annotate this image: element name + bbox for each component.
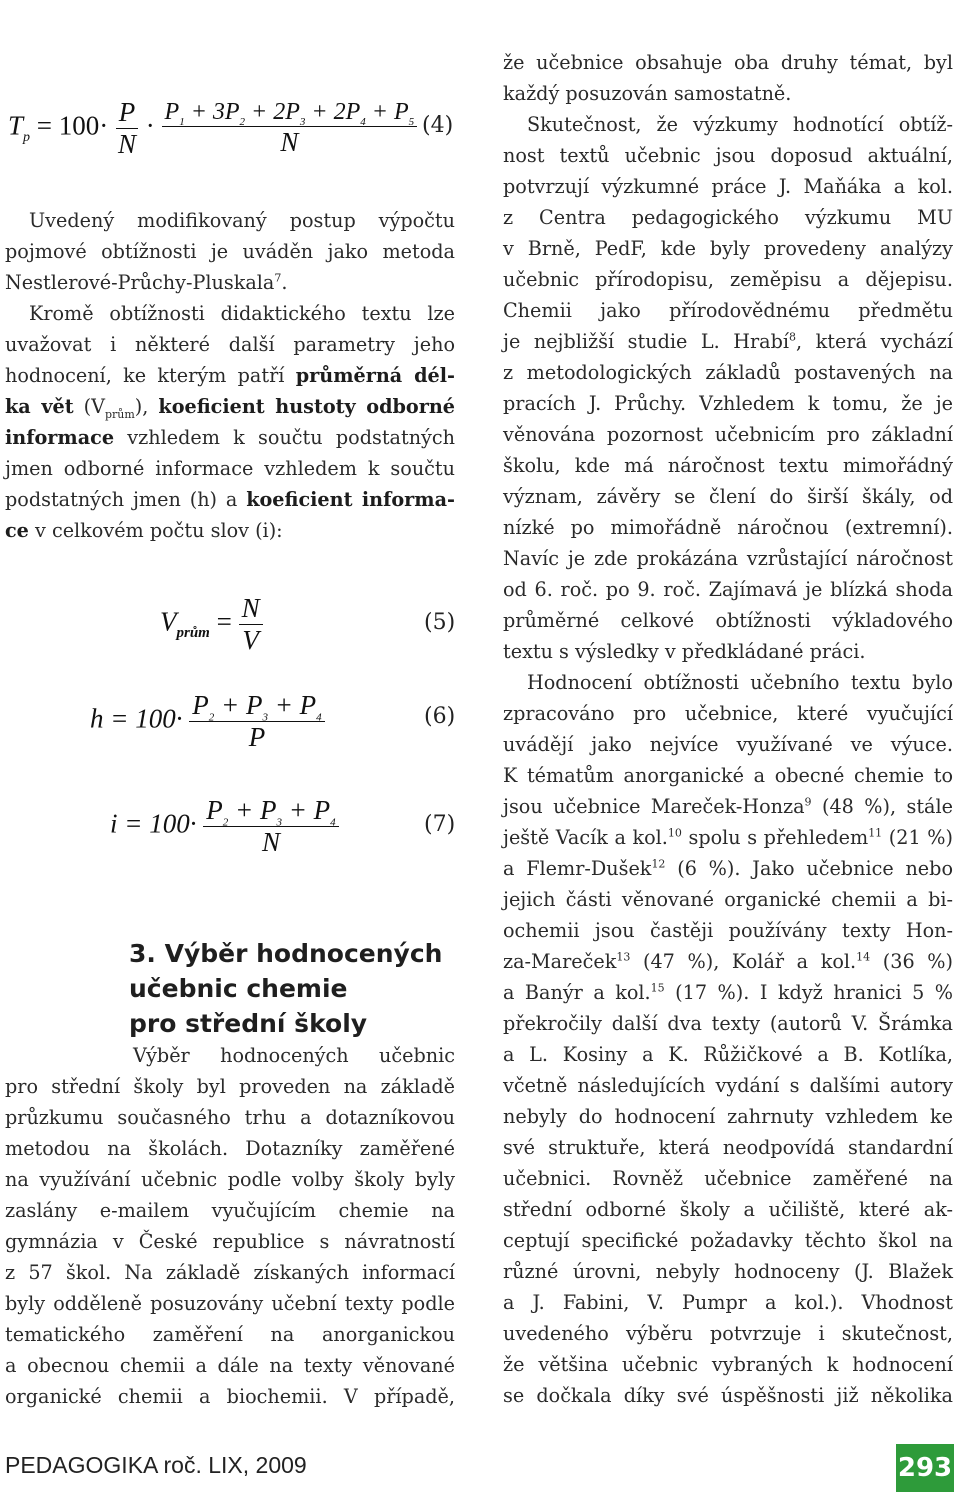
equation-number-5: (5) bbox=[424, 610, 456, 635]
paragraph-line: ceptují specifické požadavky těchto škol na bbox=[503, 1229, 953, 1252]
paragraph-line: střední odborné školy a učiliště, které ak- bbox=[503, 1198, 953, 1221]
paragraph-line: pojmové obtížnosti je uváděn jako metoda bbox=[5, 240, 455, 263]
page-number-badge: 293 bbox=[896, 1444, 954, 1492]
paragraph-line: ce v celkovém počtu slov (i): bbox=[5, 519, 283, 542]
equation-7: i = 100· $\frac{P_2 + P_3 + P_4}{N}$ bbox=[110, 795, 339, 858]
paragraph-line: a Banýr a kol.$^{15}$ (17 %). I když hranici 5 % bbox=[503, 981, 954, 1004]
paragraph-line: pracích J. Průchy. Vzhledem k tomu, že je bbox=[503, 392, 953, 415]
paragraph-line: různé úrovni, nebyly hodnoceny (J. Blažek bbox=[503, 1260, 953, 1283]
paragraph-line: nízké po mimořádně náročnou (extremní). bbox=[503, 516, 953, 539]
section-heading-line: učebnic chemie bbox=[129, 974, 348, 1003]
section-heading bbox=[129, 936, 449, 1041]
paragraph-line: Hodnocení obtížnosti učebního textu bylo bbox=[527, 671, 953, 694]
paragraph-line: nebyly do hodnocení zahrnuty vzhledem ke bbox=[503, 1105, 953, 1128]
paragraph-line: a obecnou chemii a dále na texty věnované bbox=[5, 1354, 455, 1377]
paragraph-line: nost textů učebnic jsou doposud aktuální, bbox=[503, 144, 953, 167]
paragraph-line: jejich části věnované organické chemii a bi- bbox=[503, 888, 953, 911]
paragraph-line: zpracováno pro učebnice, které vyučující bbox=[503, 702, 953, 725]
paragraph-line: v Brně, PedF, kde byly provedeny analýzy bbox=[503, 237, 953, 260]
paragraph-line: Výběr hodnocených učebnic bbox=[133, 1044, 455, 1067]
paragraph-line: překročily další dva texty (autorů V. Šrámka bbox=[503, 1012, 953, 1035]
paragraph-line: průzkumu současného trhu a dotazníkovou bbox=[5, 1106, 455, 1129]
paragraph-line: učebnic přírodopisu, zeměpisu a dějepisu. bbox=[503, 268, 953, 291]
paragraph-line: uvažovat i některé další parametry jeho bbox=[5, 333, 455, 356]
paragraph-line: na využívání učebnic podle volby školy byly bbox=[5, 1168, 455, 1191]
paragraph-line: hodnocení, ke kterým patří průměrná dél- bbox=[5, 364, 455, 387]
paragraph-line: potvrzují výzkumné práce J. Maňáka a kol. bbox=[503, 175, 953, 198]
paragraph-line: a J. Fabini, V. Pumpr a kol.). Vhodnost bbox=[503, 1291, 953, 1314]
section-heading-line: pro střední školy bbox=[129, 1009, 368, 1038]
paragraph-line: zaslány e-mailem vyučujícím chemie na bbox=[5, 1199, 455, 1222]
paragraph-line: ochemii jsou častěji používány texty Hon- bbox=[503, 919, 953, 942]
paragraph-line: K tématům anorganické a obecné chemie to bbox=[503, 764, 953, 787]
paragraph-line: včetně následujících vydání s dalšími autory bbox=[503, 1074, 953, 1097]
equation-4: $T_p = 100\cdot$ $\frac{P}{N}$ · $\frac{P_1 + 3P_2 + 2P_3 + 2P_4 + P_5}{N}$ bbox=[8, 97, 428, 160]
paragraph-line: byly odděleně posuzovány učební texty podle bbox=[5, 1292, 455, 1315]
paragraph-line: podstatných jmen (h) a koeficient informa- bbox=[5, 488, 455, 511]
paragraph-line: jsou učebnice Mareček-Honza$^9$ (48 %), stále bbox=[503, 795, 953, 818]
paragraph-line: své struktuře, která neodpovídá standardní bbox=[503, 1136, 953, 1159]
paragraph-line: že většina učebnic vybraných k hodnocení bbox=[503, 1353, 953, 1376]
equation-5: $V_{prům}$ = $\frac{N}{V}$ bbox=[160, 593, 263, 656]
paragraph-line: průměrné celkové obtížnosti výkladového bbox=[503, 609, 953, 632]
paragraph-line: za-Mareček$^{13}$ (47 %), Kolář a kol.$^{14}$ (36 %) bbox=[503, 950, 953, 973]
paragraph-line: z metodologických základů postavených na bbox=[503, 361, 953, 384]
paragraph-line: gymnázia v České republice s návratností bbox=[5, 1230, 455, 1253]
paragraph-line: pro střední školy byl proveden na základě bbox=[5, 1075, 455, 1098]
journal-footer: PEDAGOGIKA roč. LIX, 2009 bbox=[5, 1452, 307, 1478]
paragraph-line: textu s výsledky v předkládané práci. bbox=[503, 640, 866, 663]
paragraph-line: metodou na školách. Dotazníky zaměřené bbox=[5, 1137, 455, 1160]
paragraph-line: z 57 škol. Na základě získaných informací bbox=[5, 1261, 455, 1284]
paragraph-line: Skutečnost, že výzkumy hodnotící obtíž- bbox=[527, 113, 953, 136]
paragraph-line: informace vzhledem k součtu podstatných bbox=[5, 426, 455, 449]
paragraph-line: Kromě obtížnosti didaktického textu lze bbox=[29, 302, 455, 325]
paragraph-line: uvádějí jako nejvíce využívané ve výuce. bbox=[503, 733, 953, 756]
paragraph-line: Chemii jako přírodovědnému předmětu bbox=[503, 299, 953, 322]
paragraph-line: Uvedený modifikovaný postup výpočtu bbox=[29, 209, 455, 232]
section-heading-line: 3. Výběr hodnocených bbox=[129, 939, 443, 968]
paragraph-line: Nestlerové-Průchy-Pluskala$^7$. bbox=[5, 271, 288, 294]
paragraph-line: je nejbližší studie L. Hrabí$^8$, která vychází bbox=[503, 330, 953, 353]
paragraph-line: a Flemr-Dušek$^{12}$ (6 %). Jako učebnice nebo bbox=[503, 857, 953, 880]
equation-number-4: (4) bbox=[422, 113, 454, 138]
paragraph-line: význam, závěry se člení do širší škály, od bbox=[503, 485, 953, 508]
paragraph-line: ka vět $(V_{prům})$, koeficient hustoty odborné bbox=[5, 395, 455, 421]
equation-number-7: (7) bbox=[424, 812, 456, 837]
paragraph-line: Navíc je zde prokázána vzrůstající náročnost bbox=[503, 547, 953, 570]
paragraph-line: uvedeného výběru potvrzuje i skutečnost, bbox=[503, 1322, 953, 1345]
paragraph-line: jmen odborné informace vzhledem k součtu bbox=[5, 457, 455, 480]
paragraph-line: školu, kde má náročnost textu mimořádný bbox=[503, 454, 953, 477]
paragraph-line: že učebnice obsahuje oba druhy témat, byl bbox=[503, 51, 953, 74]
paragraph-line: z Centra pedagogického výzkumu MU bbox=[503, 206, 953, 229]
paragraph-line: každý posuzován samostatně. bbox=[503, 82, 792, 105]
paragraph-line: tematického zaměření na anorganickou bbox=[5, 1323, 455, 1346]
paragraph-line: od 6. roč. po 9. roč. Zajímavá je blízká shoda bbox=[503, 578, 953, 601]
paragraph-line: učebnici. Rovněž učebnice zaměřené na bbox=[503, 1167, 953, 1190]
paragraph-line: věnována pozornost učebnicím pro základní bbox=[503, 423, 953, 446]
paragraph-line: a L. Kosiny a K. Růžičkové a B. Kotlíka, bbox=[503, 1043, 953, 1066]
equation-number-6: (6) bbox=[424, 704, 456, 729]
paragraph-line: organické chemii a biochemii. V případě, bbox=[5, 1385, 455, 1408]
paragraph-line: se dočkala díky své úspěšnosti již několika bbox=[503, 1384, 953, 1407]
paragraph-line: ještě Vacík a kol.$^{10}$ spolu s přehledem$^{11}$ (21 %) bbox=[503, 826, 953, 849]
equation-6: h = 100· $\frac{P_2 + P_3 + P_4}{P}$ bbox=[90, 690, 325, 753]
